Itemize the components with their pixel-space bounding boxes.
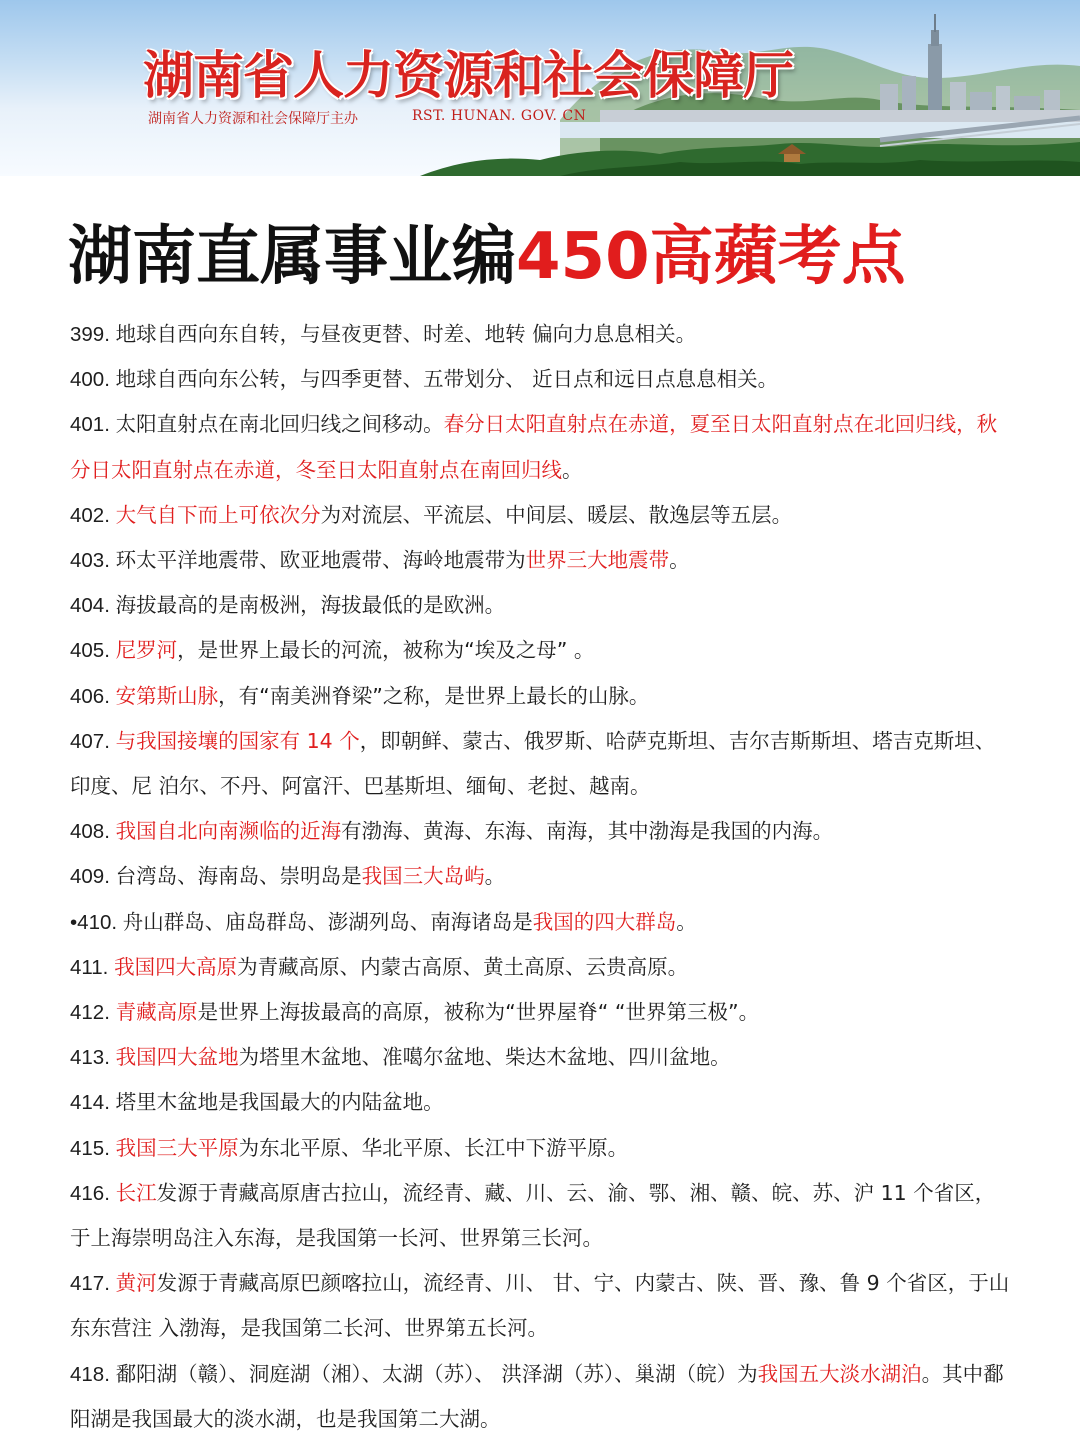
item-number: 411. xyxy=(70,955,115,979)
banner-title: 湖南省人力资源和社会保障厅 xyxy=(143,47,794,106)
banner-subtitle: 湖南省人力资源和社会保障厅主办 xyxy=(148,111,358,127)
item-number: 418. xyxy=(70,1362,116,1386)
item-text: ，有“南美洲脊梁”之称，是世界上最长的山脉。 xyxy=(218,683,650,708)
item-highlight: 我国五大淡水湖泊 xyxy=(757,1361,922,1386)
item-number: 414. xyxy=(70,1091,116,1115)
item-text: 有渤海、黄海、东海、南海，其中渤海是我国的内海。 xyxy=(341,819,834,844)
item-text: 塔里木盆地是我国最大的内陆盆地。 xyxy=(115,1090,444,1115)
item-text: 。 xyxy=(484,864,506,889)
item-number: 412. xyxy=(70,1001,116,1025)
list-item xyxy=(70,628,1015,673)
list-item xyxy=(70,402,1015,492)
item-number: 399. xyxy=(70,323,116,346)
item-highlight: 我国四大高原 xyxy=(114,954,238,979)
item-text: 发源于青藏高原唐古拉山，流经青、藏、川、云、渝、鄂、湘、赣、皖、苏、沪 11 个省区，于上海崇明岛注入东海，是我国第一长河、世界第三长河。 xyxy=(70,1180,996,1251)
item-text: 为对流层、平流层、中间层、暖层、散逸层等五层。 xyxy=(320,502,793,527)
item-highlight: 世界三大地震带 xyxy=(525,548,670,573)
item-number: 401. xyxy=(70,413,116,437)
item-text: 太阳直射点在南北回归线之间移动。 xyxy=(115,412,444,437)
item-highlight: 大气自下而上可依次分 xyxy=(115,502,321,527)
item-text: 海拔最高的是南极洲，海拔最低的是欧洲。 xyxy=(115,593,506,618)
item-number: 406. xyxy=(70,684,116,708)
item-highlight: 我国的四大群岛 xyxy=(532,909,677,934)
item-text: 是世界上海拔最高的高原，被称为“世界屋脊“ “世界第三极”。 xyxy=(197,1000,760,1025)
list-item xyxy=(70,493,1015,538)
item-number: 417. xyxy=(70,1272,116,1296)
item-highlight: 我国三大平原 xyxy=(115,1135,239,1160)
item-text: 发源于青藏高原巴颜喀拉山，流经青、川、 甘、宁、内蒙古、陕、晋、豫、鲁 9 个省区，于山东东营注 入渤海，是我国第二长河、世界第五长河。 xyxy=(70,1271,1010,1341)
item-number: •410. xyxy=(70,910,123,934)
list-item xyxy=(70,674,1015,719)
item-text: 。 xyxy=(669,548,690,573)
list-item xyxy=(70,1080,1015,1125)
page-title xyxy=(68,212,1028,302)
item-highlight: 我国自北向南濒临的近海 xyxy=(115,819,342,844)
item-highlight: 安第斯山脉 xyxy=(115,683,219,708)
list-item xyxy=(70,583,1015,628)
item-text: 。其中鄱阳湖是我国最大的淡水湖，也是我国第二大湖。 xyxy=(70,1361,1004,1431)
list-item xyxy=(70,990,1015,1035)
item-text: ，即朝鲜、蒙古、俄罗斯、哈萨克斯坦、吉尔吉斯斯坦、塔吉克斯坦、印度、尼 泊尔、不丹、阿富汗、巴基斯坦、缅甸、老挝、越南。 xyxy=(70,728,996,799)
item-text: 台湾岛、海南岛、崇明岛是 xyxy=(115,864,362,889)
item-number: 400. xyxy=(70,368,116,392)
list-item xyxy=(70,1261,1015,1351)
item-text: 舟山群岛、庙岛群岛、澎湖列岛、南海诸岛是 xyxy=(122,909,533,934)
list-item xyxy=(70,854,1015,899)
item-text: ，是世界上最长的河流，被称为“埃及之母” 。 xyxy=(177,638,595,663)
list-item xyxy=(70,312,1015,357)
item-number: 415. xyxy=(70,1136,116,1160)
list-item xyxy=(70,1126,1015,1171)
item-number: 409. xyxy=(70,865,116,889)
item-highlight: 长江 xyxy=(115,1180,157,1205)
item-text: 为东北平原、华北平原、长江中下游平原。 xyxy=(238,1135,629,1160)
item-highlight: 青藏高原 xyxy=(115,1000,198,1025)
item-text: 为青藏高原、内蒙古高原、黄土高原、云贵高原。 xyxy=(237,954,689,979)
item-highlight: 与我国接壤的国家有 14 个 xyxy=(115,728,360,753)
item-text: 鄱阳湖（赣）、洞庭湖（湘）、太湖（苏）、 洪泽湖（苏）、巢湖（皖）为 xyxy=(115,1361,758,1386)
item-number: 416. xyxy=(70,1181,116,1205)
item-number: 413. xyxy=(70,1046,116,1070)
item-text: 。 xyxy=(562,457,583,482)
page-title-black: 湖南直属事业编 xyxy=(68,220,516,294)
item-highlight: 尼罗河 xyxy=(115,638,178,663)
item-highlight: 我国四大盆地 xyxy=(115,1045,239,1070)
list-item xyxy=(70,538,1015,583)
list-item xyxy=(70,1171,1015,1261)
item-text: 为塔里木盆地、准噶尔盆地、柴达木盆地、四川盆地。 xyxy=(238,1045,731,1070)
list-item xyxy=(70,357,1015,402)
list-item xyxy=(70,809,1015,854)
item-text: 地球自西向东公转，与四季更替、五带划分、 近日点和远日点息息相关。 xyxy=(115,367,779,392)
item-number: 403. xyxy=(70,549,116,573)
item-number: 405. xyxy=(70,639,116,663)
list-item xyxy=(70,1352,1015,1442)
item-number: 407. xyxy=(70,729,116,753)
knowledge-point-list xyxy=(70,312,1015,1442)
item-number: 402. xyxy=(70,503,116,527)
site-banner xyxy=(0,0,1080,176)
list-item xyxy=(70,1035,1015,1080)
item-text: 。 xyxy=(676,909,697,934)
list-item xyxy=(70,719,1015,809)
list-item xyxy=(70,900,1015,945)
item-text: 地球自西向东自转，与昼夜更替、时差、地转 偏向力息息相关。 xyxy=(115,322,697,346)
item-number: 408. xyxy=(70,820,116,844)
banner-url: RST. HUNAN. GOV. CN xyxy=(412,108,587,124)
item-number: 404. xyxy=(70,594,116,618)
item-highlight: 春分日太阳直射点在赤道，夏至日太阳直射点在北回归线，秋分日太阳直射点在赤道，冬至日太阳直射点在南回归线 xyxy=(70,412,998,482)
page-title-red: 450高蘋考点 xyxy=(516,220,906,294)
item-text: 环太平洋地震带、欧亚地震带、海岭地震带为 xyxy=(115,548,526,573)
item-highlight: 我国三大岛屿 xyxy=(361,864,485,889)
list-item xyxy=(70,945,1015,990)
item-highlight: 黄河 xyxy=(115,1271,157,1296)
